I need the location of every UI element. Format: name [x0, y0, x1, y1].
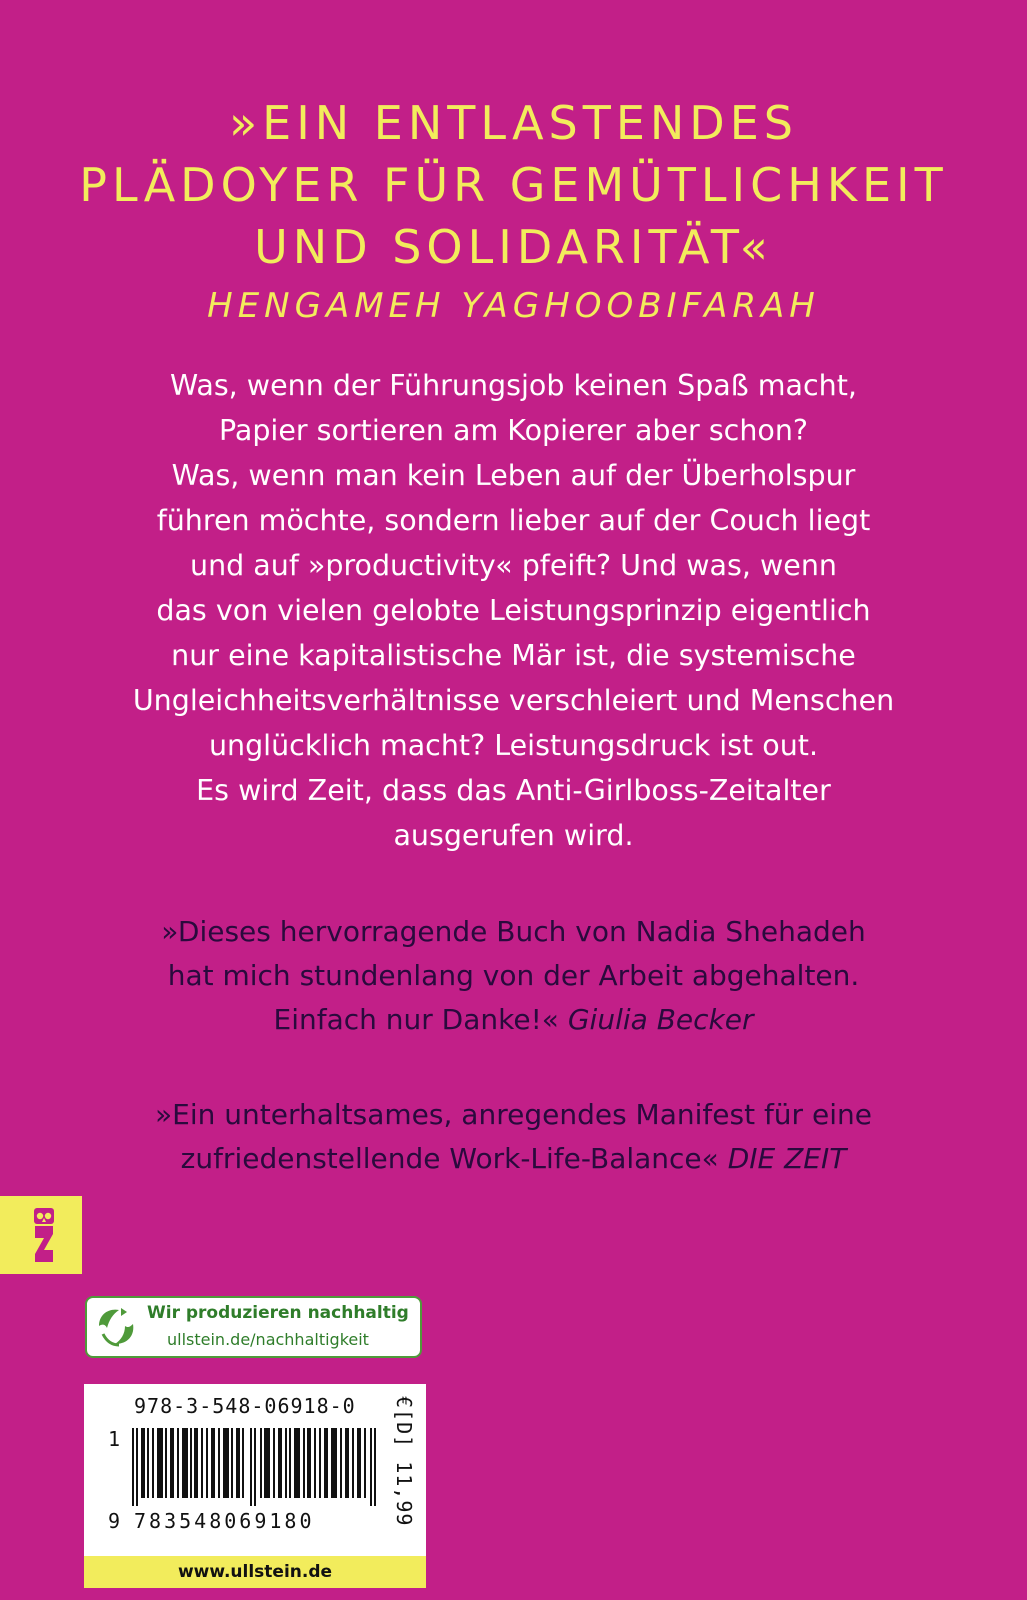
blurb-line: nur eine kapitalistische Mär ist, die systemische	[171, 639, 856, 672]
blurb-line: Was, wenn man kein Leben auf der Überholspur	[171, 459, 856, 492]
blurb-text	[100, 363, 927, 858]
website-strip	[84, 1556, 426, 1588]
blurb-line: Es wird Zeit, dass das Anti-Girlboss-Zeitalter	[196, 774, 831, 807]
headline-author: HENGAMEH YAGHOOBIFARAH	[207, 286, 820, 326]
review-quote-becker	[80, 910, 947, 1042]
isbn-number: 978-3-548-06918-0	[134, 1394, 356, 1418]
barcode-bars-icon	[132, 1428, 380, 1506]
leaf-recycle-icon	[93, 1304, 139, 1350]
headline-line: UND SOLIDARITÄT«	[254, 220, 773, 274]
quote-line: hat mich stundenlang von der Arbeit abgehalten.	[167, 959, 860, 992]
review-quote-zeit	[80, 1093, 947, 1181]
isbn-barcode	[84, 1384, 426, 1588]
headline-quote	[0, 92, 1027, 330]
barcode-lead-digit: 9	[108, 1509, 121, 1533]
blurb-line: Ungleichheitsverhältnisse verschleiert und Menschen	[132, 684, 895, 717]
badge-title: Wir produzieren nachhaltig	[147, 1303, 409, 1323]
headline-line: »EIN ENTLASTENDES	[229, 96, 798, 150]
quote-last-line: zufriedenstellende Work-Life-Balance«	[180, 1142, 719, 1175]
ullstein-owl-icon	[32, 1206, 56, 1264]
price-tag	[390, 1396, 418, 1544]
quote-line	[80, 998, 947, 1042]
blurb-line: das von vielen gelobte Leistungsprinzip eigentlich	[156, 594, 871, 627]
quote-line	[80, 1137, 947, 1181]
barcode-lead-digit-top: 1	[108, 1427, 121, 1451]
badge-url: ullstein.de/nachhaltigkeit	[167, 1330, 369, 1349]
quote-line: »Dieses hervorragende Buch von Nadia Shehadeh	[161, 915, 866, 948]
blurb-line: unglücklich macht? Leistungsdruck ist out.	[208, 729, 819, 762]
publisher-logo-tab	[0, 1196, 82, 1274]
sustainability-badge	[85, 1296, 422, 1358]
barcode-digits: 783548069180	[134, 1509, 315, 1533]
quote-source: Giulia Becker	[567, 1003, 754, 1036]
quote-last-line: Einfach nur Danke!«	[273, 1003, 559, 1036]
blurb-line: Papier sortieren am Kopierer aber schon?	[218, 414, 809, 447]
quote-line: »Ein unterhaltsames, anregendes Manifest für eine	[155, 1098, 872, 1131]
price-label: €[D] 11,99	[392, 1396, 416, 1527]
blurb-line: ausgerufen wird.	[393, 819, 634, 852]
blurb-line: führen möchte, sondern lieber auf der Couch liegt	[156, 504, 871, 537]
quote-source: DIE ZEIT	[727, 1142, 847, 1175]
blurb-line: und auf »productivity« pfeift? Und was, wenn	[190, 549, 837, 582]
headline-line: PLÄDOYER FÜR GEMÜTLICHKEIT	[79, 158, 948, 212]
blurb-line: Was, wenn der Führungsjob keinen Spaß macht,	[170, 369, 857, 402]
website-link[interactable]: www.ullstein.de	[177, 1562, 333, 1582]
